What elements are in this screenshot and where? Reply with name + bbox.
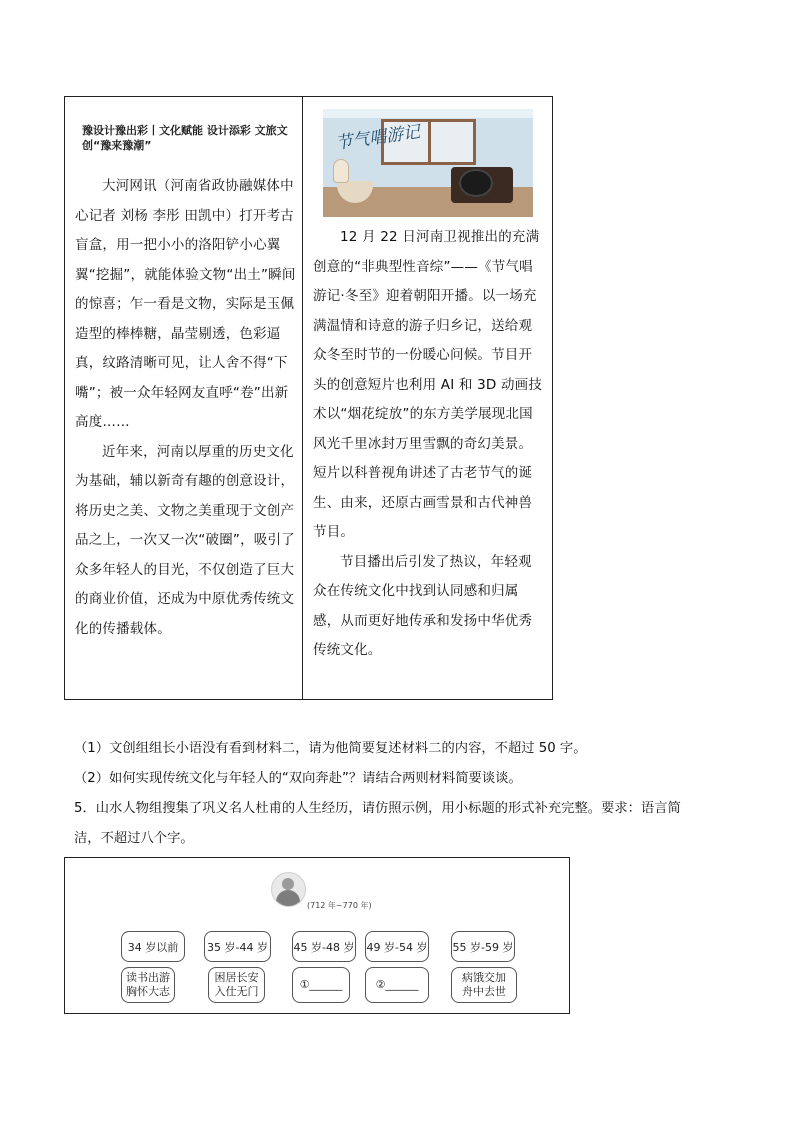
question-4-2: （2）如何实现传统文化与年轻人的“双向奔赴”？请结合两则材料简要谈谈。 xyxy=(74,771,522,786)
material-two xyxy=(313,109,545,666)
answer-blank-1[interactable]: ①______ xyxy=(292,967,350,1003)
materials-table xyxy=(64,96,553,700)
question-4-1: （1）文创组组长小语没有看到材料二，请为他简要复述材料二的内容，不超过 50 字。 xyxy=(74,741,587,756)
material-one-paragraph: 近年来，河南以厚重的历史文化为基础，辅以新奇有趣的创意设计，将历史之美、文物之美重现于文创产品之上，一次又一次“破圈”，吸引了众多年轻人的目光，不仅创造了巨大的商业价值，还成为中原优秀传统文化的传播载体。 xyxy=(75,443,295,637)
material-one xyxy=(75,123,297,644)
dufu-timeline-figure xyxy=(64,857,570,1014)
age-box: 49 岁-54 岁 xyxy=(365,931,429,962)
event-box: 困居长安 入仕无门 xyxy=(208,967,265,1003)
event-box: 病饿交加 舟中去世 xyxy=(451,967,517,1003)
material-two-paragraph: 节目播出后引发了热议，年轻观众在传统文化中找到认同感和归属感，从而更好地传承和发扬中华优秀传统文化。 xyxy=(313,553,533,658)
question-5: 5．山水人物组搜集了巩义名人杜甫的人生经历，请仿照示例，用小标题的形式补充完整。要求：语言简 xyxy=(74,801,681,816)
lifespan-years: (712 年~770 年) xyxy=(307,901,372,910)
question-5-continued: 洁，不超过八个字。 xyxy=(74,831,194,846)
banner-title: 节气唱游记 xyxy=(334,122,422,154)
record-disc-icon xyxy=(459,169,493,197)
age-box: 45 岁-48 岁 xyxy=(292,931,356,962)
article-title: 豫设计豫出彩丨文化赋能 设计添彩 文旅文创“豫来豫潮” xyxy=(82,124,288,152)
cat-figurine-graphic xyxy=(333,159,349,183)
column-divider xyxy=(302,97,303,699)
age-box: 35 岁-44 岁 xyxy=(204,931,271,962)
material-two-paragraph: 12 月 22 日河南卫视推出的充满创意的“非典型性音综”——《节气唱游记·冬至》迎着朝阳开播。以一场充满温情和诗意的游子归乡记，送给观众冬至时节的一份暖心问候。节目开头的创意短片也利用 AI 和 3D 动画技术以“烟花绽放”的东方美学展现北国风光千里冰封万里雪飘的奇幻美景。短片以科普视角讲述了古老节气的诞生、由来，还原古画雪景和古代神兽节目。 xyxy=(313,229,543,540)
event-box: 读书出游 胸怀大志 xyxy=(121,967,175,1003)
portrait-icon xyxy=(271,872,306,907)
program-banner-image xyxy=(323,109,533,217)
age-box: 34 岁以前 xyxy=(121,931,185,962)
material-one-paragraph: 大河网讯（河南省政协融媒体中心记者 刘杨 李彤 田凯中）打开考古盲盒，用一把小小的洛阳铲小心翼翼“挖掘”，就能体验文物“出土”瞬间的惊喜；乍一看是文物，实际是玉佩造型的棒棒糖，晶莹剔透，色彩逼真，纹路清晰可见，让人舍不得“下嘴”；被一众年轻网友直呼“卷”出新高度…… xyxy=(75,178,296,430)
article-meta xyxy=(82,156,297,164)
channel-logo-strip xyxy=(323,109,533,118)
answer-blank-2[interactable]: ②______ xyxy=(365,967,429,1003)
age-box: 55 岁-59 岁 xyxy=(451,931,515,962)
